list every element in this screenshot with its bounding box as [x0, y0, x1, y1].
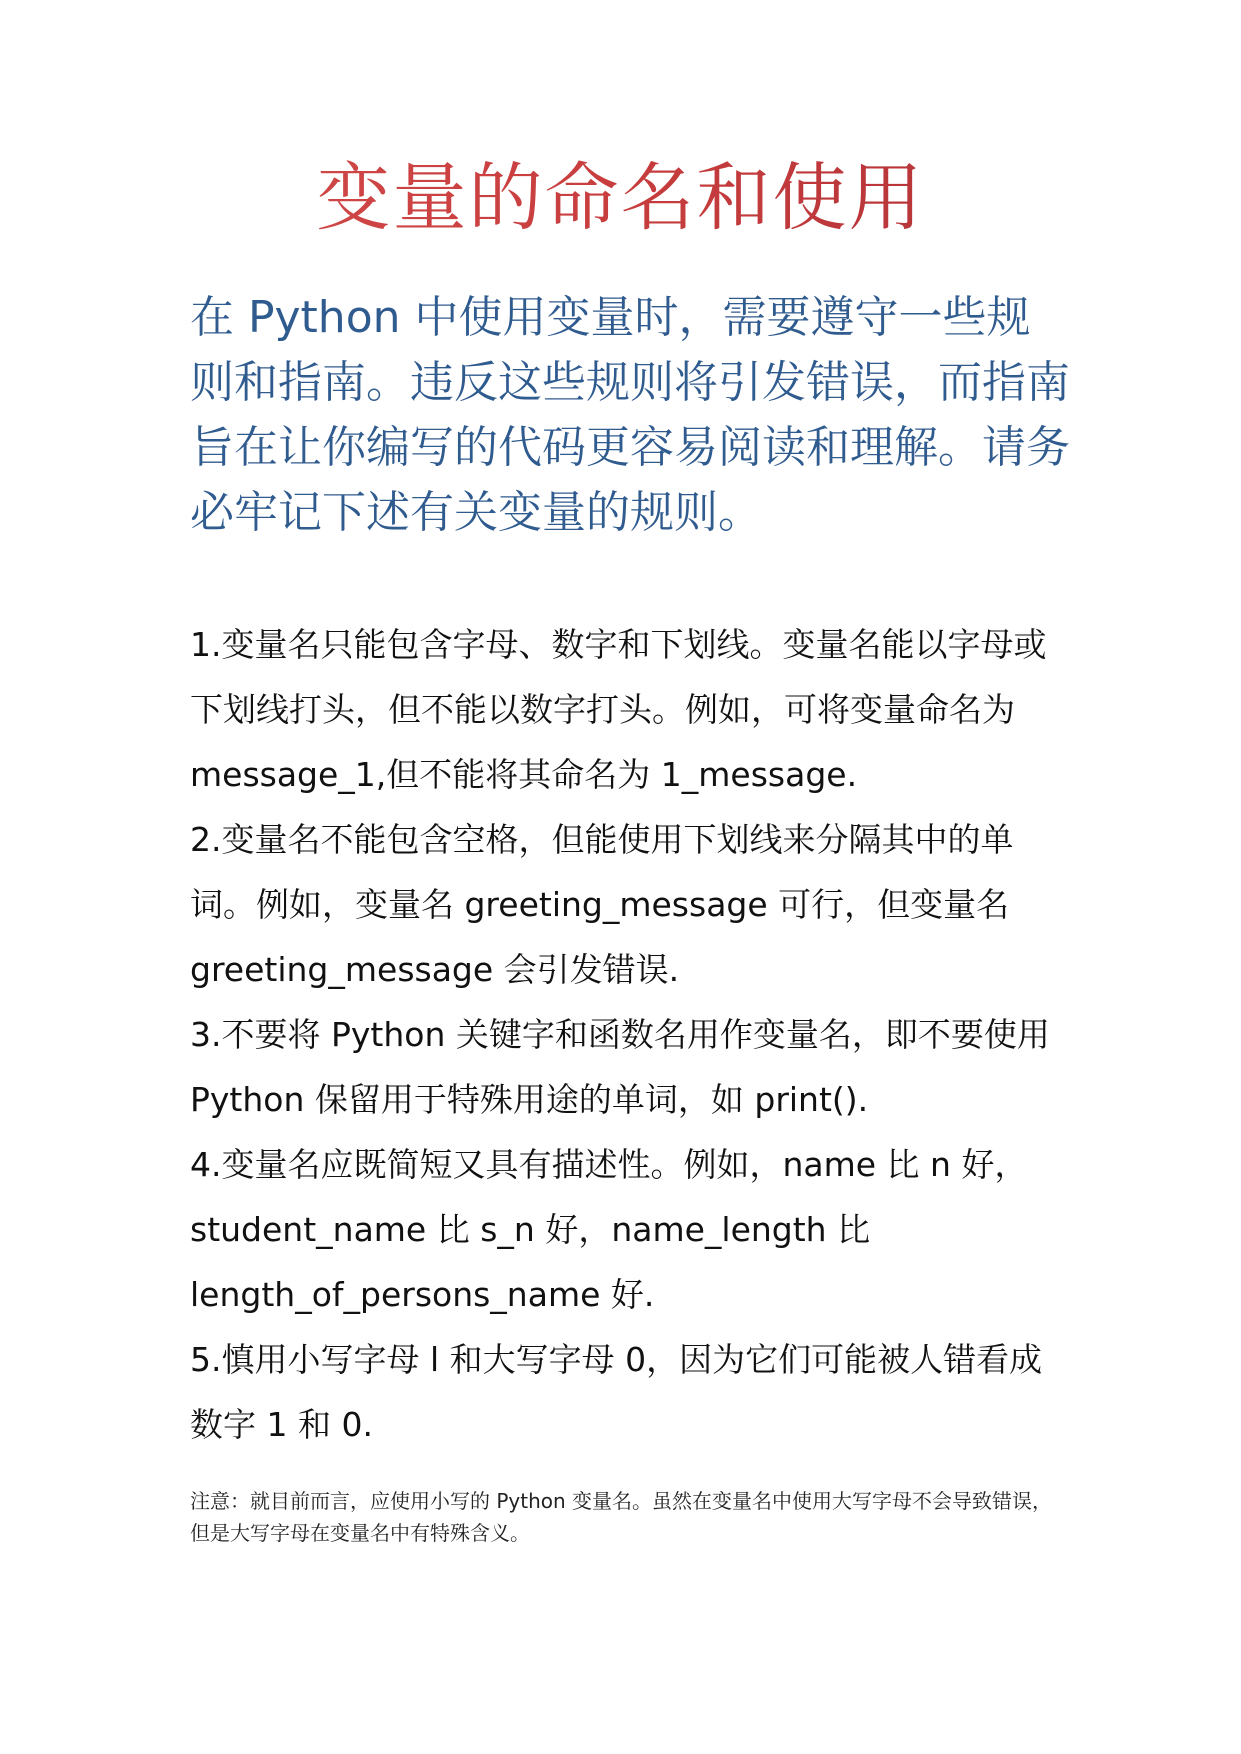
- rule-item-5: 5.慎用小写字母 l 和大写字母 0，因为它们可能被人错看成数字 1 和 0.: [190, 1340, 1043, 1444]
- rule-item-4: 4.变量名应既简短又具有描述性。例如，name 比 n 好，student_name 比 s_n 好，name_length 比 length_of_persons_name 好.: [190, 1145, 1028, 1314]
- rule-item-3: 3.不要将 Python 关键字和函数名用作变量名，即不要使用 Python 保留用于特殊用途的单词，如 print().: [190, 1015, 1050, 1119]
- rules-list: [190, 612, 1060, 1457]
- rule-item-1: 1.变量名只能包含字母、数字和下划线。变量名能以字母或下划线打头，但不能以数字打头。例如，可将变量命名为 message_1,但不能将其命名为 1_message.: [190, 625, 1047, 794]
- intro-paragraph: 在 Python 中使用变量时，需要遵守一些规则和指南。违反这些规则将引发错误，而指南旨在让你编写的代码更容易阅读和理解。请务必牢记下述有关变量的规则。: [190, 292, 1070, 538]
- page-title: 变量的命名和使用: [0, 150, 1241, 246]
- rule-item-2: 2.变量名不能包含空格，但能使用下划线来分隔其中的单词。例如，变量名 greeting_message 可行，但变量名 greeting_message 会引发错误.: [190, 820, 1014, 989]
- note-paragraph: 注意：就目前而言，应使用小写的 Python 变量名。虽然在变量名中使用大写字母不会导致错误，但是大写字母在变量名中有特殊含义。: [190, 1489, 1053, 1545]
